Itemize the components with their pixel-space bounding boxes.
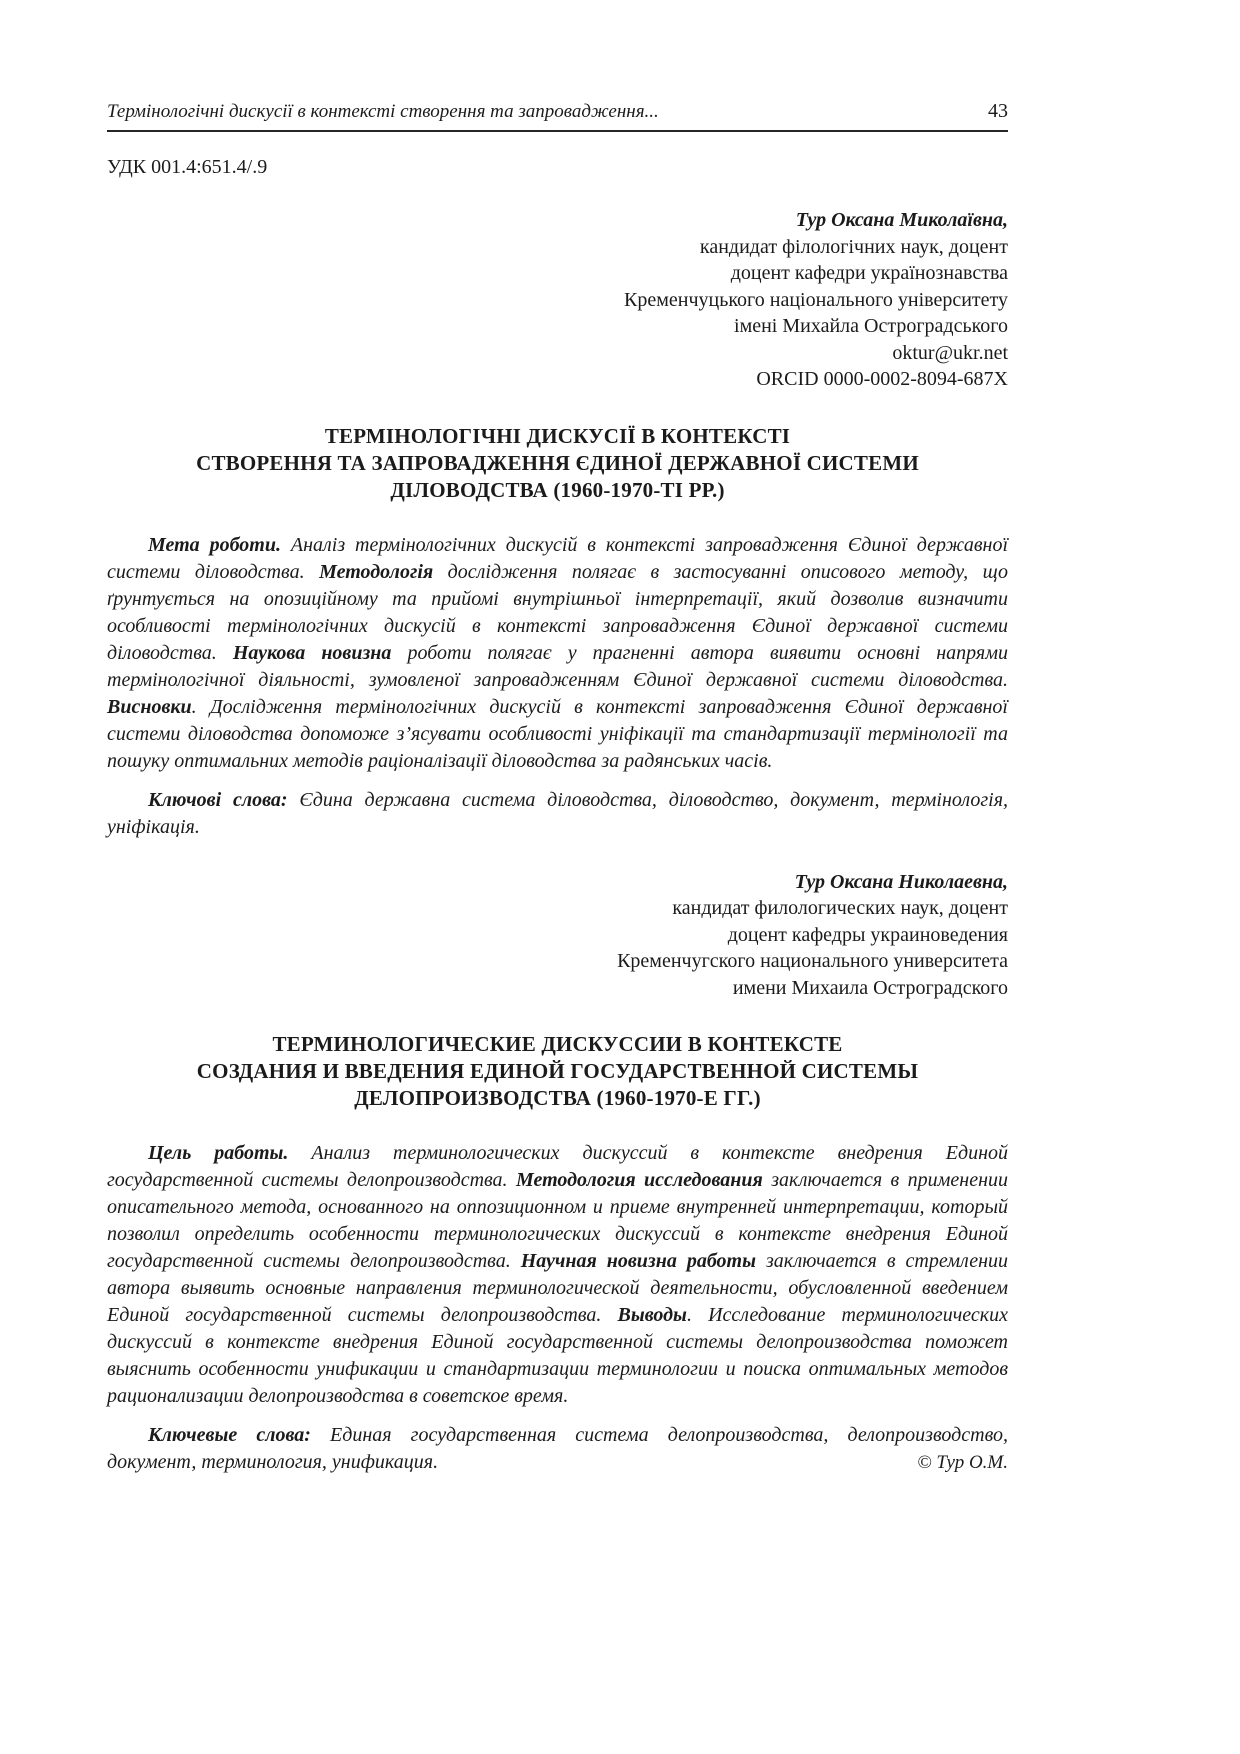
abstract-segment: Научная новизна работы bbox=[520, 1250, 766, 1272]
running-head bbox=[107, 100, 1008, 132]
author-block-ru bbox=[107, 869, 1008, 1002]
abstract-segment: роботи полягає у прагненні автора виявити основні напрями термінологічної діяльності, зумовленої запровадженням Єдиної державної системи діловодства. bbox=[107, 641, 1008, 691]
abstract-segment: Методологія bbox=[319, 560, 448, 583]
author-line: кандидат филологических наук, доцент bbox=[672, 897, 1008, 919]
title-line: ДІЛОВОДСТВА (1960-1970-ТІ РР.) bbox=[390, 477, 725, 502]
abstract-segment: Анализ терминологических дискуссий в контексте внедрения Единой государственной системы делопроизводства. bbox=[107, 1142, 1008, 1191]
abstract-segment: заключается в стремлении автора выявить основные направления терминологической деятельности, обусловленной введением Единой государственной системы делопроизводства. bbox=[107, 1250, 1008, 1326]
copyright-notice: © Тур О.М. bbox=[917, 1452, 1008, 1473]
author-line: доцент кафедры украиноведения bbox=[727, 923, 1008, 946]
author-line: доцент кафедри українознавства bbox=[730, 262, 1008, 284]
author-line: Кременчугского национального университета bbox=[617, 950, 1008, 972]
page-number: 43 bbox=[988, 100, 1008, 122]
author-line: Кременчуцького національного університету bbox=[624, 288, 1008, 311]
author-name-ua: Тур Оксана Миколаївна, bbox=[795, 209, 1008, 231]
article-title-ua bbox=[107, 423, 1008, 504]
abstract-segment: . Дослідження термінологічних дискусій в контексті запровадження Єдиної державної системи діловодства допоможе з’ясувати особливості уніфікації та стандартизації термінології та пошуку оптимальних методів раціоналізації діловодства за радянських часів. bbox=[107, 695, 1008, 772]
abstract-segment: дослідження полягає в застосуванні описового методу, що ґрунтується на опозиційному та прийомі внутрішньої інтерпретації, який дозволив визначити особливості термінологічних дискусій в контексті запровадження Єдиної державної системи діловодства. bbox=[107, 560, 1008, 664]
abstract-ru bbox=[107, 1140, 1008, 1410]
keywords-text: Единая государственная система делопроизводства, делопроизводство, документ, терминология, унификация. bbox=[107, 1424, 1008, 1473]
abstract-segment: Методология исследования bbox=[515, 1169, 772, 1191]
title-line: ТЕРМІНОЛОГІЧНІ ДИСКУСІЇ В КОНТЕКСТІ bbox=[324, 423, 791, 448]
author-email: oktur@ukr.net bbox=[892, 341, 1008, 364]
article-title-ru bbox=[107, 1031, 1008, 1112]
title-line: ТЕРМИНОЛОГИЧЕСКИЕ ДИСКУССИИ В КОНТЕКСТЕ bbox=[272, 1032, 843, 1056]
author-block-ua bbox=[107, 207, 1008, 393]
abstract-segment: Мета роботи. bbox=[148, 533, 291, 556]
abstract-segment: . Исследование терминологических дискуссий в контексте внедрения Единой государственной системы делопроизводства поможет выяснить особенности унификации и стандартизации терминологии и поиска оптимальных методов рационализации делопроизводства в советское время. bbox=[107, 1304, 1008, 1407]
title-line: СТВОРЕННЯ ТА ЗАПРОВАДЖЕННЯ ЄДИНОЇ ДЕРЖАВНОЇ СИСТЕМИ bbox=[196, 450, 919, 475]
abstract-segment: Выводы bbox=[617, 1304, 687, 1326]
abstract-segment: Висновки bbox=[107, 695, 192, 718]
author-line: імені Михайла Остроградського bbox=[734, 315, 1008, 337]
abstract-segment: Наукова новизна bbox=[232, 641, 408, 664]
title-line: СОЗДАНИЯ И ВВЕДЕНИЯ ЕДИНОЙ ГОСУДАРСТВЕННОЙ СИСТЕМЫ bbox=[196, 1059, 919, 1083]
udc-code: УДК 001.4:651.4/.9 bbox=[107, 156, 268, 178]
author-name-ru: Тур Оксана Николаевна, bbox=[794, 870, 1008, 893]
author-line: имени Михаила Остроградского bbox=[732, 976, 1008, 999]
keywords-label: Ключевые слова: bbox=[148, 1424, 331, 1446]
keywords-text: Єдина державна система діловодства, діловодство, документ, термінологія, уніфікація. bbox=[107, 788, 1008, 838]
abstract-segment: Аналіз термінологічних дискусій в контексті запровадження Єдиної державної системи діловодства. bbox=[107, 533, 1008, 583]
title-line: ДЕЛОПРОИЗВОДСТВА (1960-1970-Е ГГ.) bbox=[354, 1086, 761, 1110]
author-orcid: ORCID 0000-0002-8094-687X bbox=[756, 368, 1008, 390]
keywords-ru bbox=[107, 1422, 1008, 1476]
abstract-segment: заключается в применении описательного метода, основанного на оппозиционном и приеме внутренней интерпретации, который позволил определить особенности терминологических дискуссий в контексте внедрения Единой государственной системы делопроизводства. bbox=[107, 1169, 1008, 1272]
running-head-title: Термінологічні дискусії в контексті створення та запровадження... bbox=[107, 101, 659, 122]
abstract-ua bbox=[107, 532, 1008, 775]
abstract-segment: Цель работы. bbox=[148, 1142, 312, 1164]
document-page bbox=[107, 0, 1008, 1754]
keywords-label: Ключові слова: bbox=[148, 788, 300, 811]
keywords-ua bbox=[107, 787, 1008, 841]
author-line: кандидат філологічних наук, доцент bbox=[699, 235, 1008, 258]
